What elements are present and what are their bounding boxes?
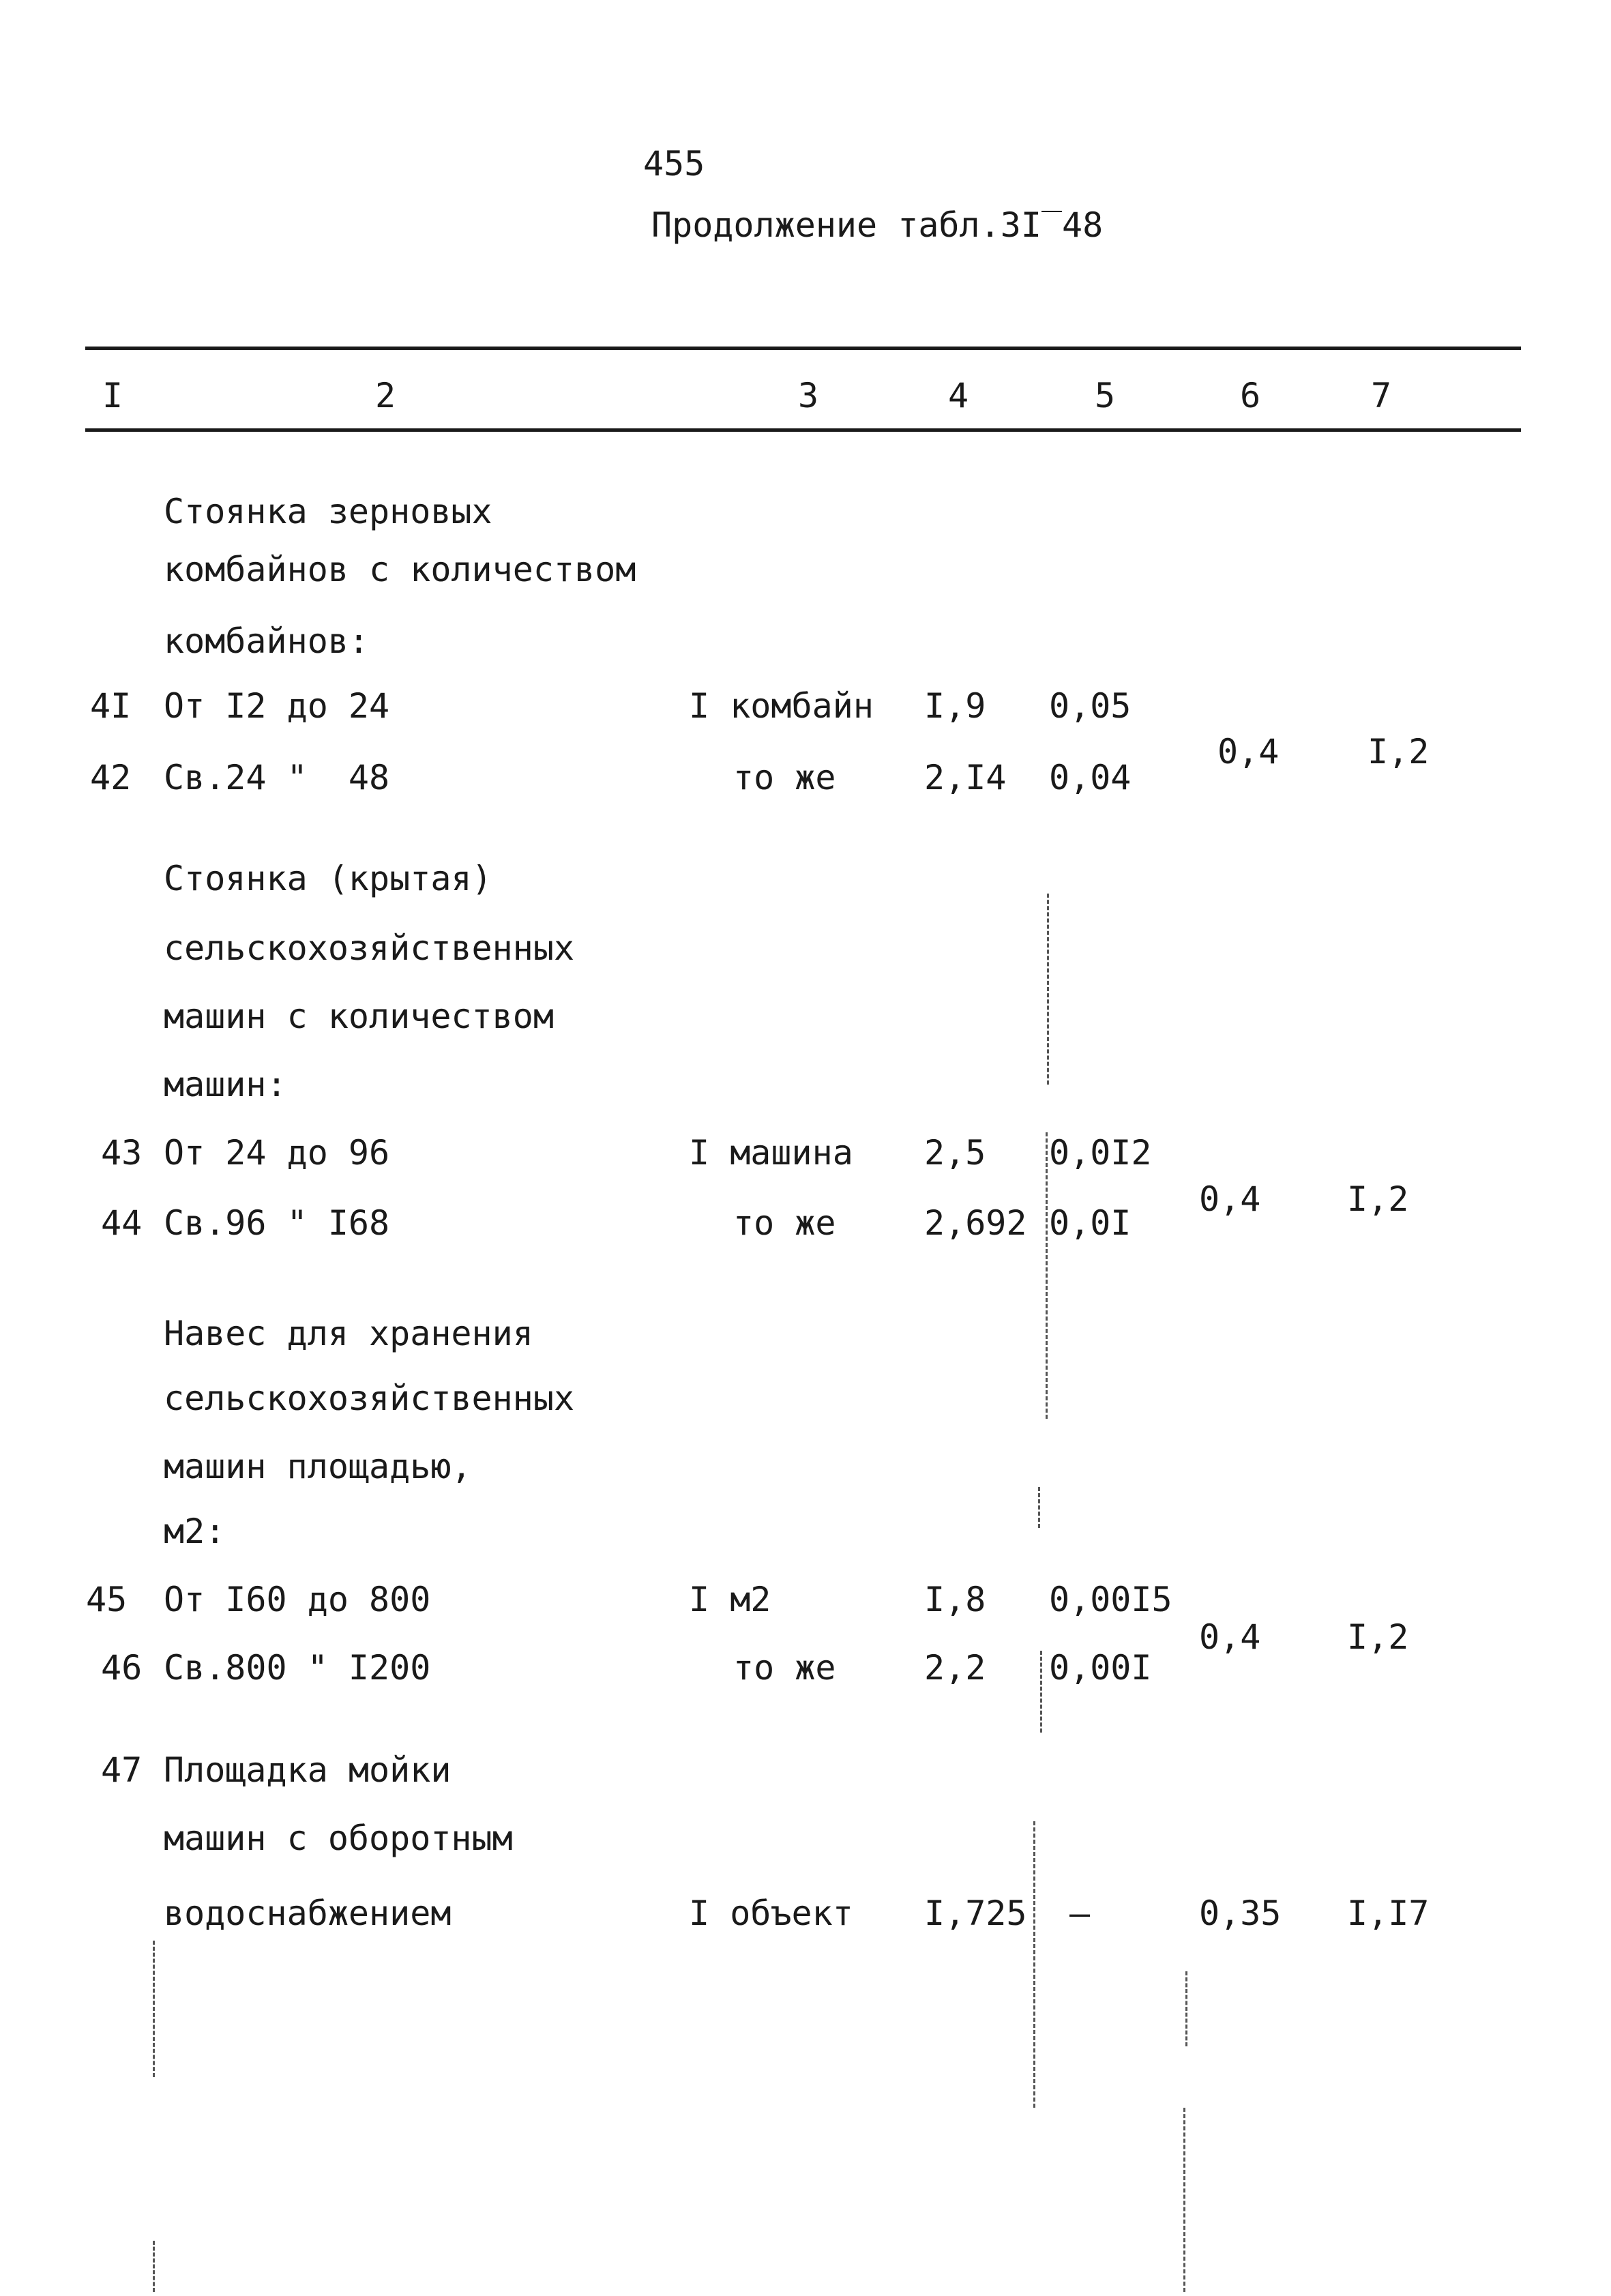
row-col5: 0,0I2 xyxy=(1049,1133,1152,1173)
group-col6: 0,4 xyxy=(1217,732,1280,771)
column-separator xyxy=(1185,1971,1187,2046)
group-title-line: Стоянка зерновых xyxy=(164,492,492,531)
group-title-line: машин с оборотным xyxy=(164,1819,513,1858)
col-header-3: 3 xyxy=(798,376,819,415)
row-col4: 2,692 xyxy=(924,1203,1027,1243)
row-unit: I м2 xyxy=(689,1580,771,1619)
row-col5: 0,04 xyxy=(1049,758,1132,797)
group-title-line: Навес для хранения xyxy=(164,1314,533,1353)
row-col4: I,725 xyxy=(924,1894,1027,1933)
group-title-line: комбайнов с количеством xyxy=(164,550,636,589)
row-number: 42 xyxy=(90,758,132,797)
row-unit: то же xyxy=(733,1203,836,1243)
table-header-rule xyxy=(85,428,1521,432)
table-caption: Продолжение табл.3I‾48 xyxy=(651,205,1104,245)
group-col6: 0,4 xyxy=(1199,1179,1261,1219)
row-col4: I,8 xyxy=(924,1580,986,1619)
row-col5: – xyxy=(1069,1894,1091,1933)
row-col5: 0,05 xyxy=(1049,686,1132,726)
row-col4: I,9 xyxy=(924,686,986,726)
row-number: 44 xyxy=(101,1203,143,1243)
group-title-line: Площадка мойки xyxy=(164,1750,452,1790)
group-col7: I,2 xyxy=(1347,1179,1409,1219)
row-col7: I,I7 xyxy=(1347,1894,1430,1933)
row-col5: 0,00I5 xyxy=(1049,1580,1172,1619)
row-unit: то же xyxy=(733,758,836,797)
group-col7: I,2 xyxy=(1368,732,1430,771)
row-description: Св.96 " I68 xyxy=(164,1203,390,1243)
row-description: Св.800 " I200 xyxy=(164,1648,431,1688)
row-number: 43 xyxy=(101,1133,143,1173)
row-unit: I комбайн xyxy=(689,686,874,726)
row-col4: 2,2 xyxy=(924,1648,986,1688)
page-number: 455 xyxy=(643,144,705,183)
row-number: 4I xyxy=(90,686,132,726)
group-title-line: водоснабжением xyxy=(164,1894,452,1933)
row-col4: 2,I4 xyxy=(924,758,1007,797)
table-top-rule xyxy=(85,347,1521,350)
column-separator xyxy=(1040,1651,1042,1733)
row-unit: то же xyxy=(733,1648,836,1688)
group-title-line: машин с количеством xyxy=(164,997,554,1036)
column-separator xyxy=(1033,1821,1035,2108)
group-title-line: сельскохозяйственных xyxy=(164,1379,575,1418)
group-col6: 0,4 xyxy=(1199,1617,1261,1657)
row-description: От 24 до 96 xyxy=(164,1133,390,1173)
row-col6: 0,35 xyxy=(1199,1894,1282,1933)
row-number: 47 xyxy=(101,1750,143,1790)
row-description: От I60 до 800 xyxy=(164,1580,431,1619)
group-col7: I,2 xyxy=(1347,1617,1409,1657)
column-separator xyxy=(1046,1132,1048,1419)
row-unit: I объект xyxy=(689,1894,853,1933)
group-title-line: машин: xyxy=(164,1065,287,1104)
column-separator xyxy=(1047,894,1049,1085)
row-number: 45 xyxy=(86,1580,128,1619)
col-header-6: 6 xyxy=(1240,376,1261,415)
group-title-line: сельскохозяйственных xyxy=(164,928,575,968)
row-number: 46 xyxy=(101,1648,143,1688)
group-title-line: м2: xyxy=(164,1512,226,1551)
column-separator xyxy=(1038,1487,1040,1528)
row-col5: 0,0I xyxy=(1049,1203,1132,1243)
col-header-1: I xyxy=(102,376,123,415)
column-separator xyxy=(153,2241,155,2292)
col-header-5: 5 xyxy=(1095,376,1116,415)
column-separator xyxy=(153,1941,155,2077)
column-separator xyxy=(1183,2108,1185,2292)
row-unit: I машина xyxy=(689,1133,853,1173)
col-header-7: 7 xyxy=(1371,376,1392,415)
col-header-4: 4 xyxy=(948,376,969,415)
row-col5: 0,00I xyxy=(1049,1648,1152,1688)
group-title-line: машин площадью, xyxy=(164,1447,472,1486)
row-col4: 2,5 xyxy=(924,1133,986,1173)
col-header-2: 2 xyxy=(375,376,396,415)
group-title-line: комбайнов: xyxy=(164,621,370,661)
group-title-line: Стоянка (крытая) xyxy=(164,859,492,898)
row-description: Св.24 " 48 xyxy=(164,758,390,797)
row-description: От I2 до 24 xyxy=(164,686,390,726)
